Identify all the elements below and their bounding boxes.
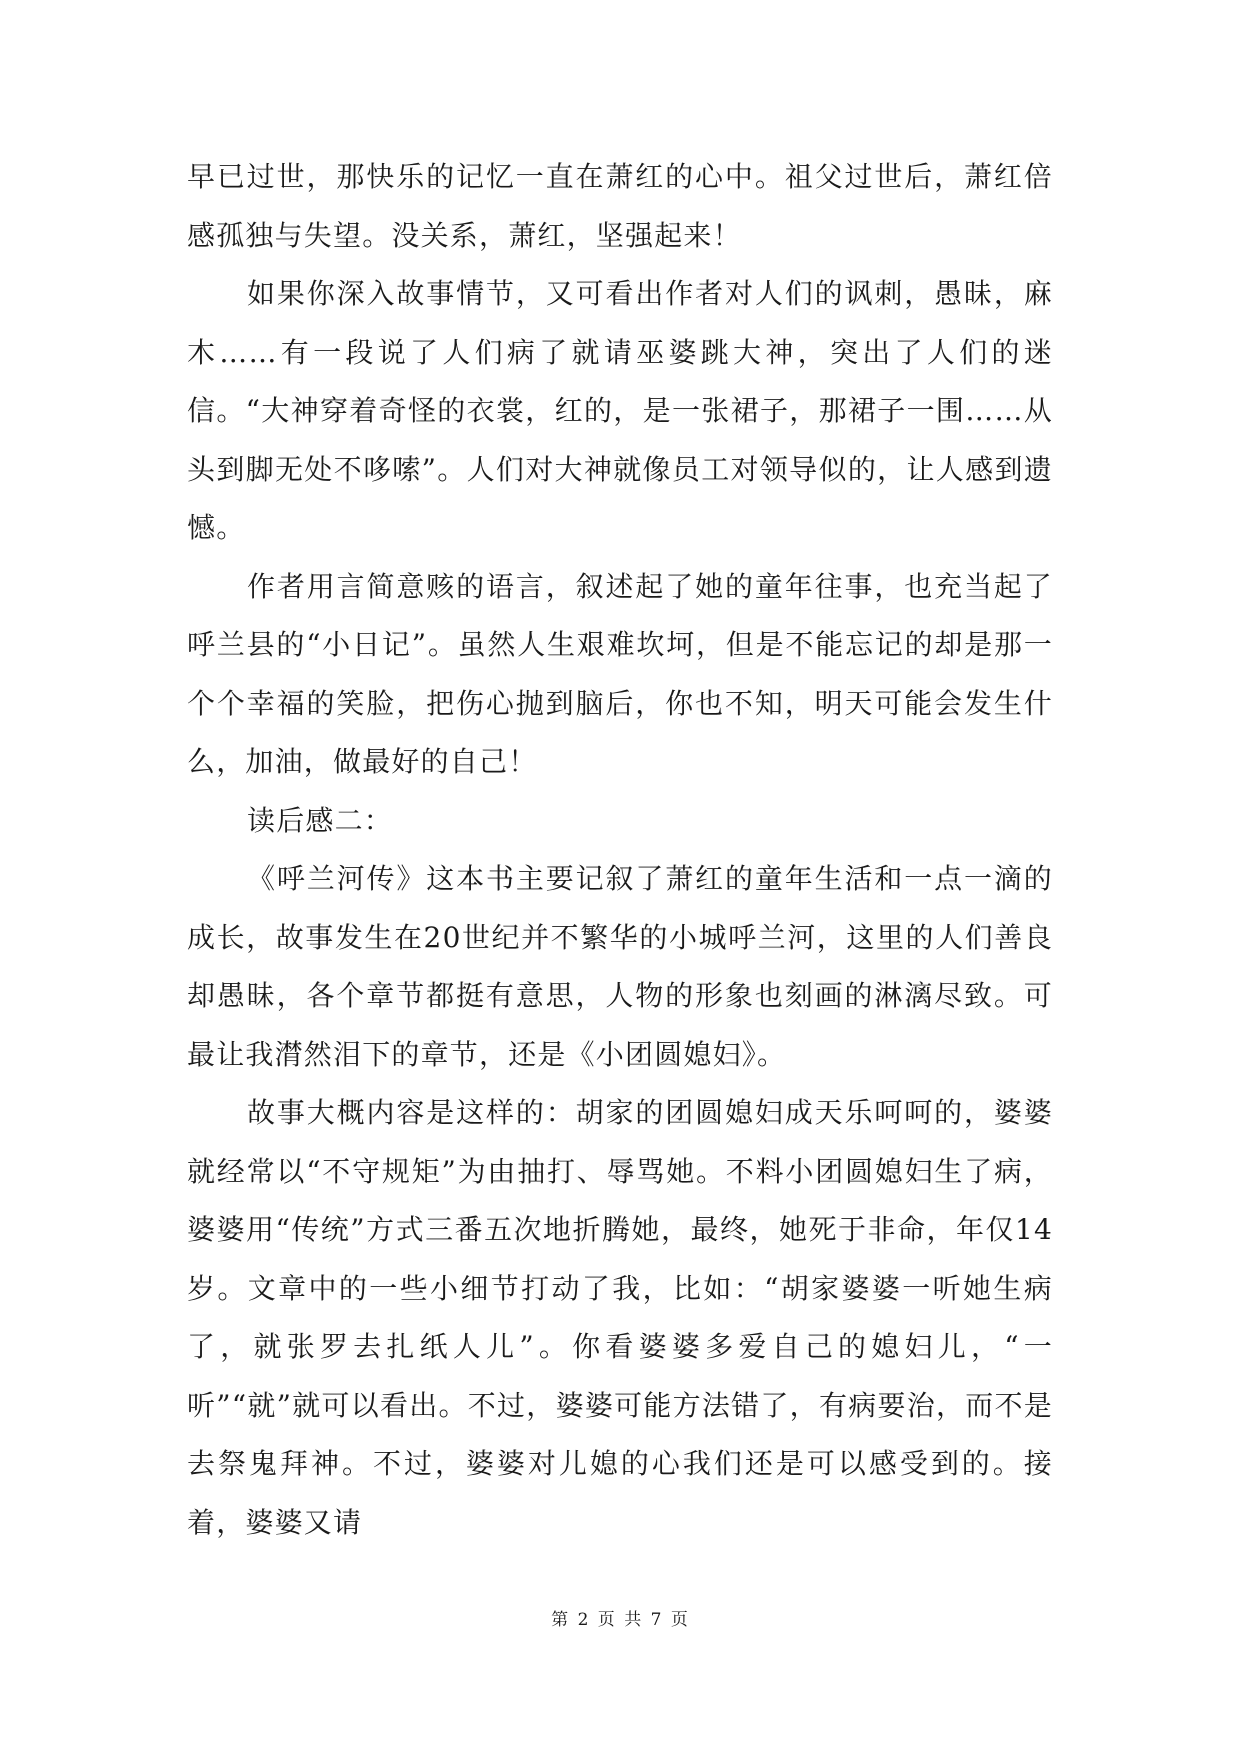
paragraph-continuation: 早已过世，那快乐的记忆一直在萧红的心中。祖父过世后，萧红倍感孤独与失望。没关系，萧红，坚强起来！ (187, 160, 1053, 252)
paragraph: 《呼兰河传》这本书主要记叙了萧红的童年生活和一点一滴的成长，故事发生在20世纪并不繁华的小城呼兰河，这里的人们善良却愚昧，各个章节都挺有意思，人物的形象也刻画的淋漓尽致。可最让我潸然泪下的章节，还是《小团圆媳妇》。 (187, 862, 1053, 1071)
page-footer: 第 2 页 共 7 页 (551, 1610, 690, 1630)
paragraph: 作者用言简意赅的语言，叙述起了她的童年往事，也充当起了呼兰县的“小日记”。虽然人生艰难坎坷，但是不能忘记的却是那一个个幸福的笑脸，把伤心抛到脑后，你也不知，明天可能会发生什么，加油，做最好的自己！ (187, 569, 1053, 778)
paragraph: 如果你深入故事情节，又可看出作者对人们的讽刺，愚昧，麻木……有一段说了人们病了就请巫婆跳大神，突出了人们的迷信。“大神穿着奇怪的衣裳，红的，是一张裙子，那裙子一围……从头到脚无处不哆嗦”。人们对大神就像员工对领导似的，让人感到遗憾。 (187, 277, 1053, 544)
paragraph: 故事大概内容是这样的：胡家的团圆媳妇成天乐呵呵的，婆婆就经常以“不守规矩”为由抽打、辱骂她。不料小团圆媳妇生了病，婆婆用“传统”方式三番五次地折腾她，最终，她死于非命，年仅14岁。文章中的一些小细节打动了我，比如：“胡家婆婆一听她生病了，就张罗去扎纸人儿”。你看婆婆多爱自己的媳妇儿，“一听”“就”就可以看出。不过，婆婆可能方法错了，有病要治，而不是去祭鬼拜神。不过，婆婆对儿媳的心我们还是可以感受到的。接着，婆婆又请 (187, 1096, 1053, 1539)
section-heading: 读后感二： (247, 803, 394, 837)
body-text (187, 148, 1053, 1552)
